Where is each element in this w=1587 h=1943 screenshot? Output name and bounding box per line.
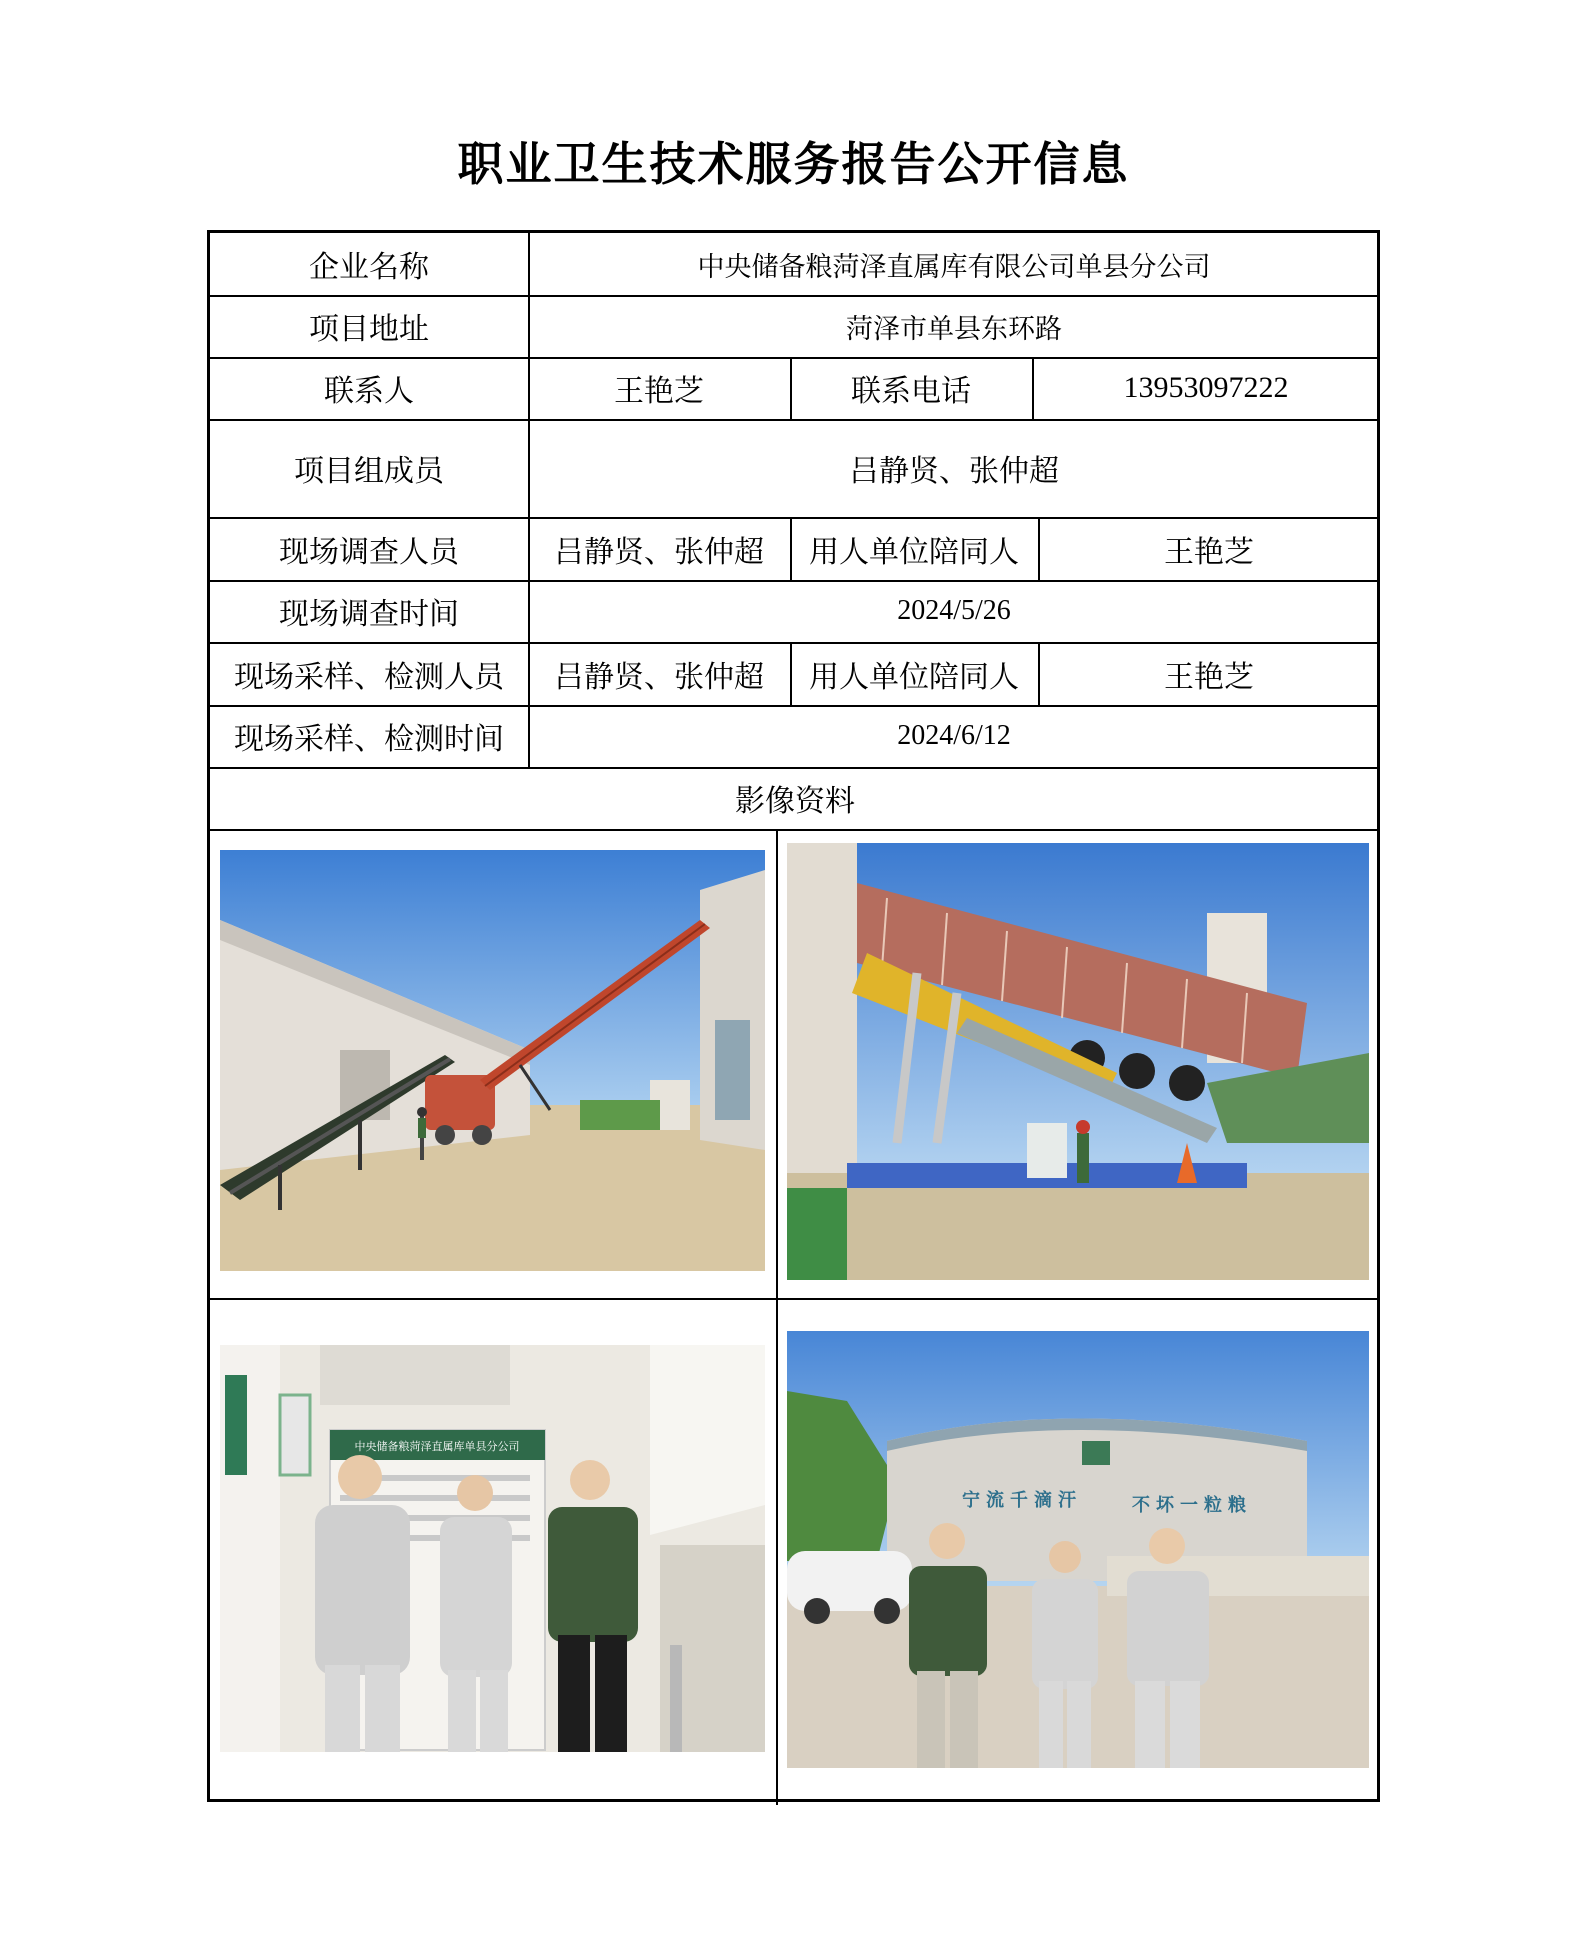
images-label: 影像资料 — [735, 784, 855, 819]
survey-escort-label: 用人单位陪同人 — [809, 534, 1019, 570]
survey-escort-value: 王艳芝 — [1164, 534, 1254, 570]
address-value: 菏泽市单县东环路 — [846, 313, 1062, 345]
contact-value: 王艳芝 — [614, 374, 704, 409]
survey-time-value: 2024/5/26 — [897, 595, 1011, 626]
sampling-staff-label: 现场采样、检测人员 — [234, 659, 504, 695]
company-value: 中央储备粮菏泽直属库有限公司单县分公司 — [697, 251, 1211, 283]
photo-conveyor-site — [220, 850, 765, 1271]
board-text: 中央储备粮菏泽直属库单县分公司 — [354, 1440, 520, 1453]
sampling-time-label: 现场采样、检测时间 — [234, 722, 504, 757]
phone-label: 联系电话 — [851, 374, 971, 409]
sampling-time-value: 2024/6/12 — [897, 720, 1011, 751]
sampling-staff-value: 吕静贤、张仲超 — [554, 659, 764, 695]
contact-label: 联系人 — [324, 374, 414, 409]
phone-value: 13953097222 — [1123, 371, 1289, 404]
sampling-escort-label: 用人单位陪同人 — [809, 659, 1019, 695]
address-label: 项目地址 — [309, 312, 429, 347]
sign-right-text: 不坏一粒粮 — [1132, 1495, 1252, 1516]
members-label: 项目组成员 — [294, 454, 444, 489]
page-title: 职业卫生技术服务报告公开信息 — [457, 137, 1130, 191]
survey-staff-label: 现场调查人员 — [279, 534, 459, 570]
photo-team-indoor — [220, 1345, 765, 1752]
photo-truck-unloading — [787, 843, 1369, 1280]
survey-staff-value: 吕静贤、张仲超 — [554, 534, 764, 570]
sign-left-text: 宁流千滴汗 — [962, 1490, 1082, 1511]
info-table — [207, 230, 1380, 1802]
survey-time-label: 现场调查时间 — [279, 597, 459, 632]
company-label: 企业名称 — [309, 250, 429, 285]
row-divider — [210, 1298, 1377, 1300]
col-divider — [776, 829, 778, 1805]
members-value: 吕静贤、张仲超 — [849, 454, 1059, 489]
row-divider — [210, 829, 1377, 831]
photo-team-outdoor — [787, 1331, 1369, 1768]
sampling-escort-value: 王艳芝 — [1164, 659, 1254, 695]
